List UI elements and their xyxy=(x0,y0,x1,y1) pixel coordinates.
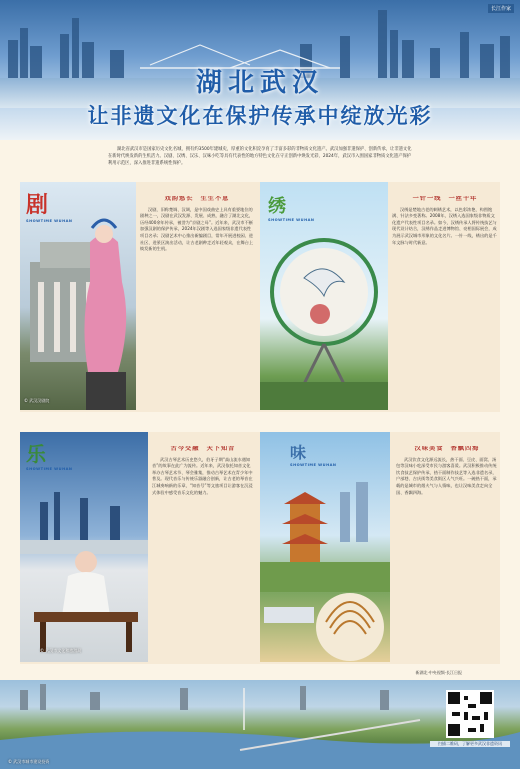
badge-embroidery-char: 绣 xyxy=(268,196,286,217)
badge-opera-char: 剧 xyxy=(26,192,49,218)
badge-food-en: SHOWTIME WUHAN xyxy=(290,463,337,467)
badge-food xyxy=(290,440,336,467)
badge-music-char: 乐 xyxy=(26,442,46,466)
heading-food: 汉味美食 香飘四海 xyxy=(414,446,480,452)
intro-paragraph: 湖北省武汉市是国家历史文化名城，拥有约3500年建城史，厚重的文化积淀孕育了丰富多彩的非物质文化遗产。武汉加强非遗保护、创新传承，让非遗文化在新时代焕发新的生机活力。汉剧、汉绣、汉乐、汉味小吃等具有代表性的地方特色文化在守正创新中焕发光彩，2024年，武汉市入围国家非物质文化遗产保护利用示范区，深入推进非遗系统性保护。 xyxy=(108,147,412,166)
photo-credit-opera: © 武汉汉剧院 xyxy=(24,398,50,403)
badge-opera-en: SHOWTIME WUHAN xyxy=(26,219,73,223)
edition-label: 长江作家 xyxy=(488,4,514,13)
heading-embroidery: 一针一线 一丝千年 xyxy=(412,196,478,202)
heading-opera: 戏韵悠长 生生不息 xyxy=(164,196,230,202)
badge-music xyxy=(26,438,72,471)
badge-food-char: 味 xyxy=(290,443,307,462)
photo-credit-music: © 武汉市文化和旅游局 xyxy=(40,648,82,653)
body-embroidery: 汉绣是楚地古老的刺绣艺术，以色彩浓艳、构图饱满、针法多变著称。2008年，汉绣入选国家级非物质文化遗产代表性项目名录。如今，汉绣传承人将传统技艺与现代设计结合，汉绣作品走进博物馆、亮相国际展会，成为展示武汉城市形象的文化名片。一针一线，绣出的是千年文脉与时代新意。 xyxy=(392,206,497,245)
body-food: 武汉饮食文化源远流长，热干面、豆皮、面窝、汤包等汉味小吃深受市民与游客喜爱。武汉积极推动传统饮食技艺保护传承，热干面制作技艺等入选非遗名录，户部巷、吉庆街等美食街区人气兴旺。一碗热干面，承载的是城市的烟火气与人情味，也让汉味美食走向全国、香飘四海。 xyxy=(396,456,497,495)
badge-embroidery-en: SHOWTIME WUHAN xyxy=(268,218,315,222)
qr-caption: 扫描二维码，了解更多武汉非遗资讯 xyxy=(430,741,510,747)
article-opera xyxy=(140,196,254,408)
body-music: 武汉古琴艺术历史悠久，伯牙子期“高山流水遇知音”的故事在此广为流传。近年来，武汉依托知音文化举办古琴艺术节、琴会雅集，推动古琴艺术在青少年中普及。现代音乐与传统乐器融合创新，让古老的琴音在江城奏响新的乐章，“知音号”等文旅项目让游客在沉浸式体验中感受音乐文化的魅力。 xyxy=(152,456,253,495)
article-embroidery xyxy=(392,196,498,408)
badge-music-en: SHOWTIME WUHAN xyxy=(26,467,73,471)
badge-opera xyxy=(26,188,72,223)
bottom-city-panorama xyxy=(0,680,520,769)
heading-music: 古今交融 天下知音 xyxy=(170,446,236,452)
qr-code[interactable] xyxy=(446,690,494,738)
producer-line: 新湖北·中央视频·长江日报 xyxy=(415,670,462,675)
subtitle: 让非遗文化在保护传承中绽放光彩 xyxy=(87,103,433,128)
photo-credit-bottom: © 武汉市城市建设投资 xyxy=(8,759,50,764)
article-music xyxy=(152,446,254,660)
body-opera: 汉剧，旧称楚调、汉调，是中国戏曲史上具有重要地位的剧种之一，汉剧在武汉发源、发展、成熟，融合了湖北文化，历经400余年传承，被誉为“京剧之母”。近年来，武汉市不断加强汉剧的保护传承，2024年汉剧等入选国家级非遗代表性项目名录；汉剧艺术中心推出新编剧目，常年开展进校园、进社区、进景区演出活动，让古老剧种走近年轻观众，在舞台上焕发新的生机。 xyxy=(140,206,254,252)
badge-embroidery xyxy=(268,192,314,222)
article-food xyxy=(396,446,498,660)
main-title: 湖北武汉 xyxy=(195,68,324,98)
top-banner xyxy=(0,0,520,140)
